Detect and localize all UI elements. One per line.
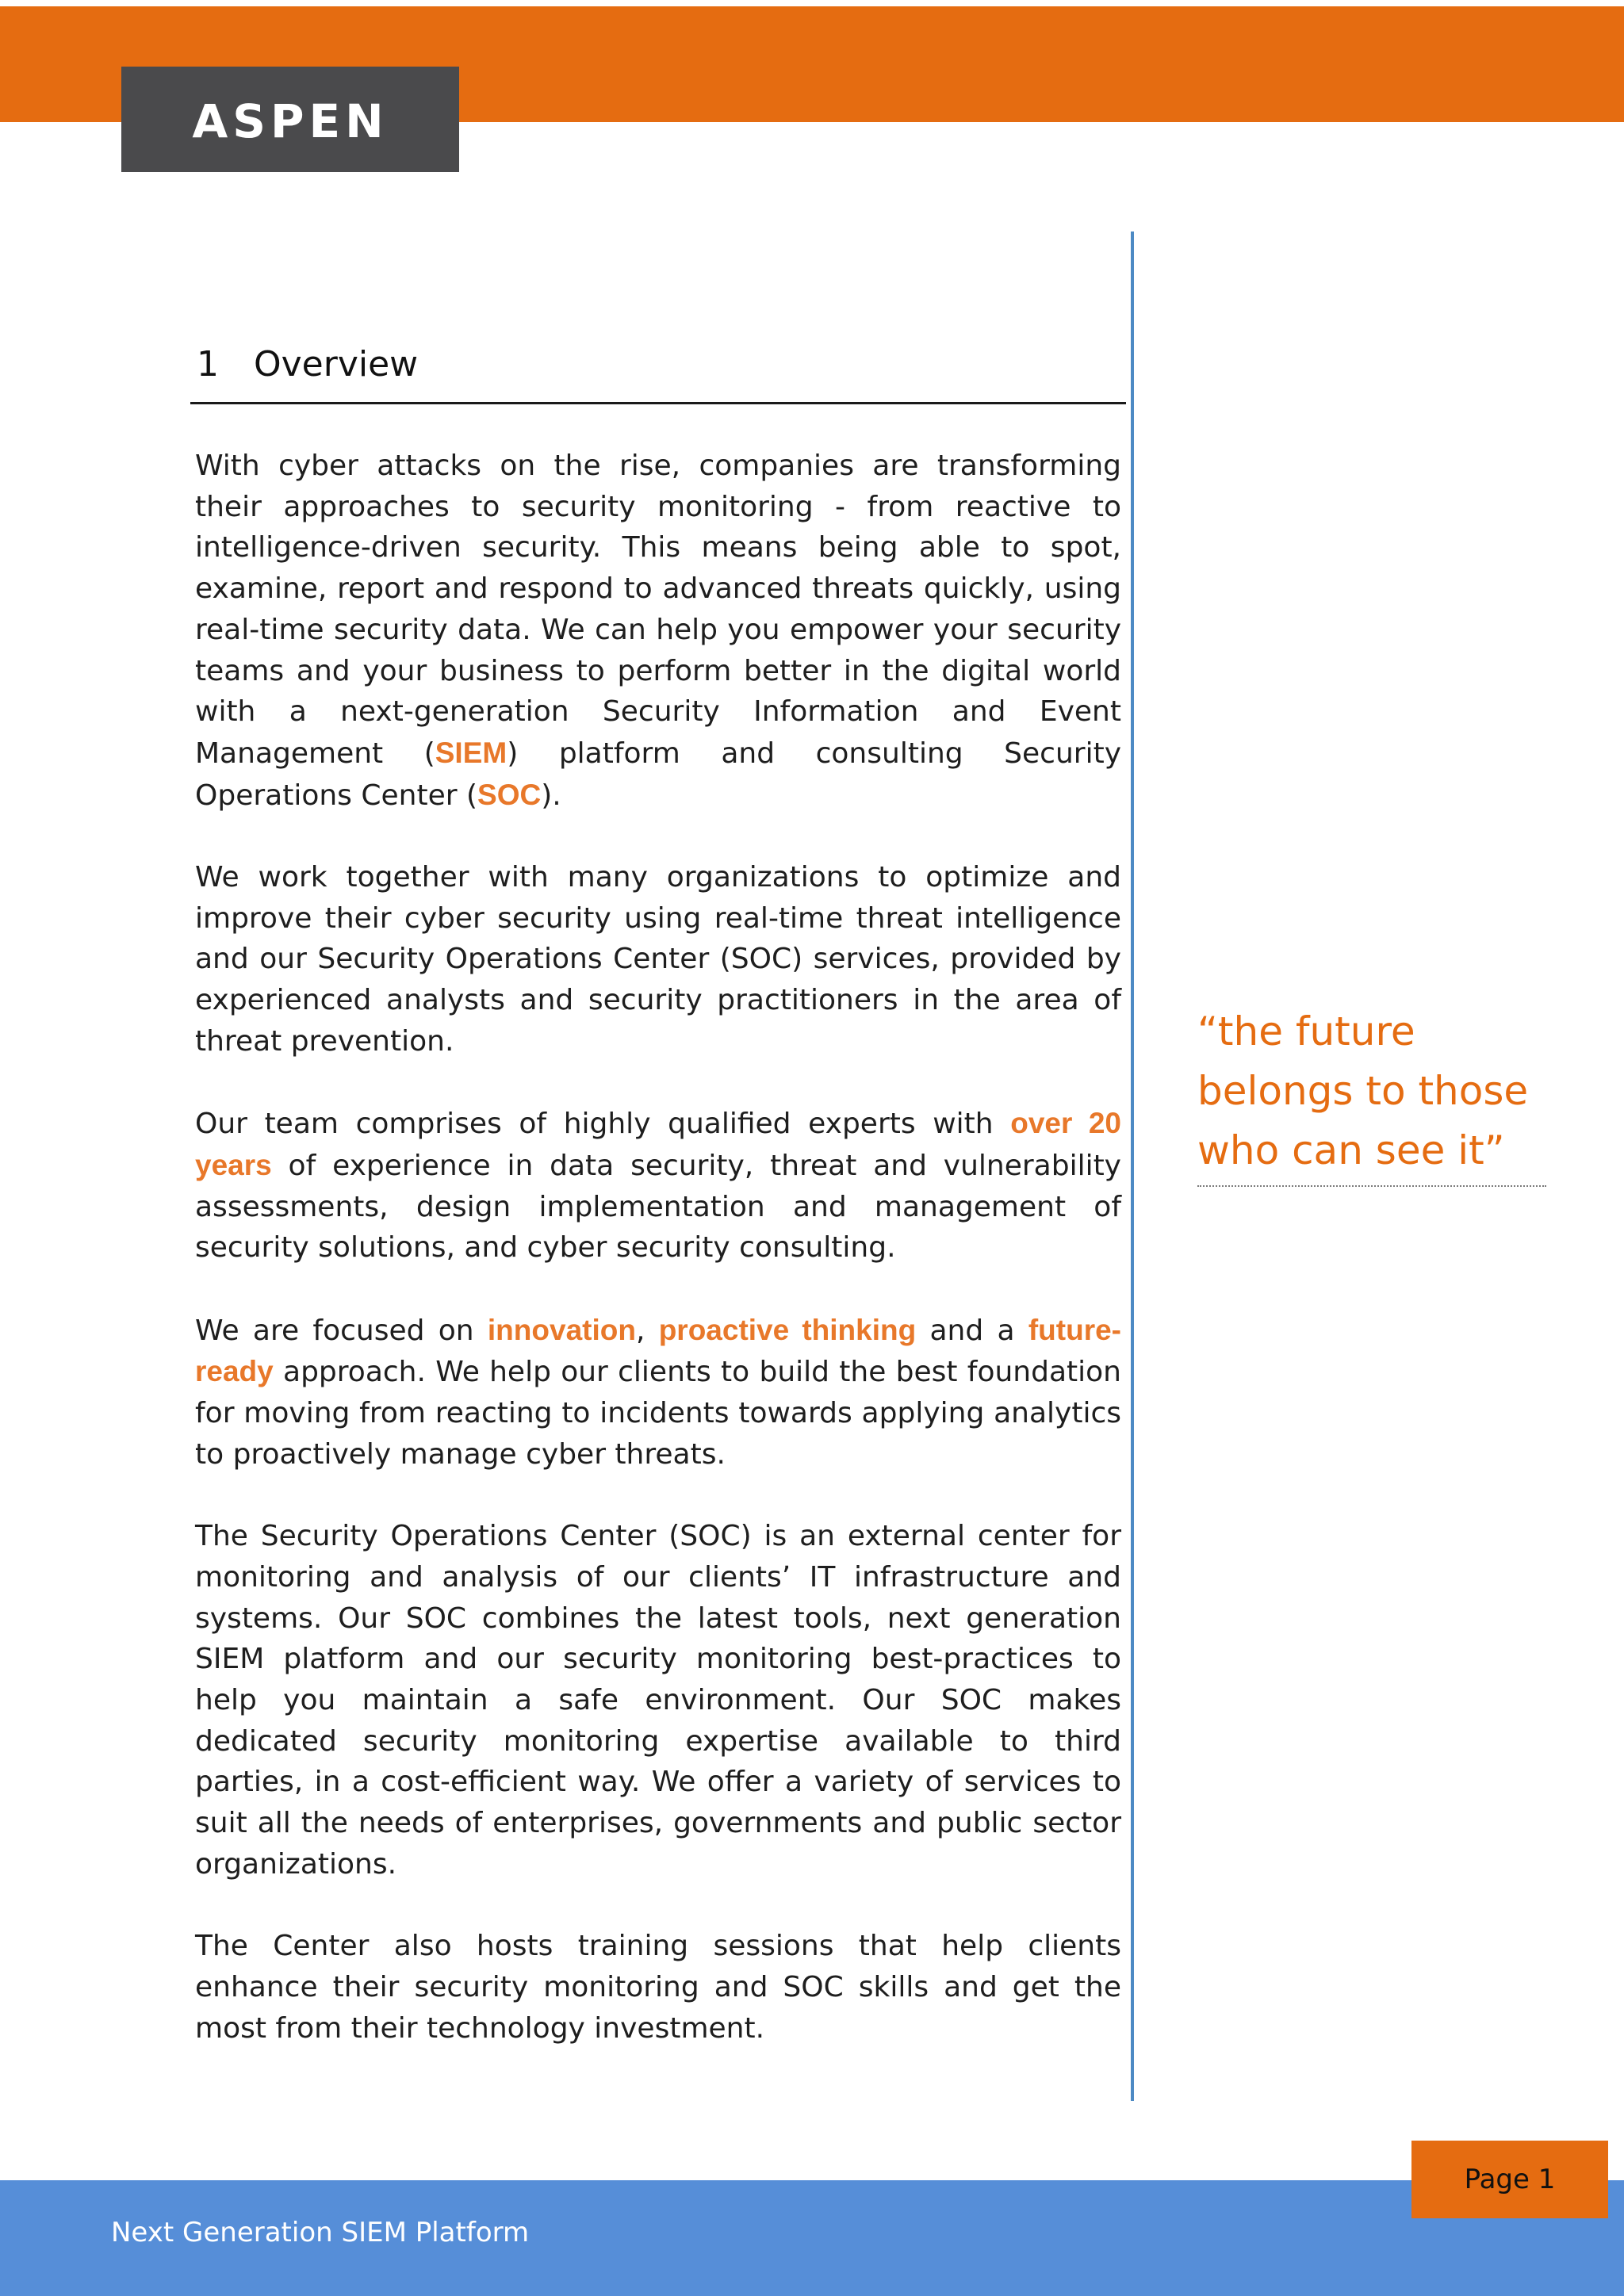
section-heading <box>197 339 418 390</box>
pull-quote-rule <box>1197 1185 1546 1187</box>
page-number: Page 1 <box>1464 2164 1556 2195</box>
innovation-highlight: innovation <box>487 1313 636 1346</box>
column-divider <box>1131 232 1134 2101</box>
paragraph-focus-text-2: and a <box>916 1314 1028 1347</box>
paragraph-focus-comma: , <box>635 1314 659 1347</box>
paragraph-team-text-2: of experience in data security, threat and vulnerability assessments, design implementation and management of security solutions, and cyber security consulting. <box>195 1149 1121 1265</box>
paragraph-focus <box>195 1310 1121 1475</box>
experience-highlight: over 20 years <box>195 1107 1121 1181</box>
paragraph-intro-text-3: ). <box>541 779 561 812</box>
paragraph-intro-text-2: ) platform and consulting Security Operations Center ( <box>195 737 1121 812</box>
footer-product-name: Next Generation SIEM Platform <box>111 2217 530 2248</box>
overview-body <box>195 446 1121 2090</box>
paragraph-focus-text: We are focused on <box>195 1314 488 1347</box>
page-number-badge <box>1411 2141 1608 2218</box>
pull-quote <box>1197 1002 1546 1187</box>
paragraph-team-text: Our team comprises of highly qualified experts with <box>195 1108 1011 1141</box>
section-title: Overview <box>254 344 419 385</box>
section-number: 1 <box>197 344 219 385</box>
paragraph-training: The Center also hosts training sessions that help clients enhance their security monitoring and SOC skills and get the most from their technology investment. <box>195 1930 1121 2045</box>
paragraph-focus-text-3: approach. We help our clients to build the best foundation for moving from reacting to incidents towards applying analytics to proactively manage cyber threats. <box>195 1356 1121 1471</box>
brand-name: ASPEN <box>192 94 389 148</box>
pull-quote-text: “the future belongs to those who can see it” <box>1197 1008 1529 1173</box>
paragraph-intro <box>195 446 1121 816</box>
proactive-thinking-highlight: proactive thinking <box>658 1313 917 1346</box>
future-ready-highlight: future-ready <box>195 1313 1121 1388</box>
heading-underline <box>190 402 1126 404</box>
brand-logo <box>121 67 459 172</box>
paragraph-soc-description: The Security Operations Center (SOC) is an external center for monitoring and analysis of our clients’ IT infrastructure and systems. Our SOC combines the latest tools, next generation SIEM platform and our security monitoring best-practices to help you maintain a safe environment. Our SOC makes dedicated security monitoring expertise available to third parties, in a cost-efficient way. We offer a variety of services to suit all the needs of enterprises, governments and public sector organizations. <box>195 1520 1121 1881</box>
siem-highlight: SIEM <box>435 736 508 769</box>
paragraph-collaboration: We work together with many organizations to optimize and improve their cyber security using real-time threat intelligence and our Security Operations Center (SOC) services, provided by experienced analysts and security practitioners in the area of threat prevention. <box>195 861 1121 1058</box>
paragraph-intro-text: With cyber attacks on the rise, companies are transforming their approaches to security monitoring - from reactive to intelligence-driven security. This means being able to spot, examine, report and respond to advanced threats quickly, using real-time security data. We can help you empower your security teams and your business to perform better in the digital world with a next-generation Security Information and Event Management ( <box>195 450 1121 770</box>
soc-highlight: SOC <box>477 778 542 811</box>
paragraph-team <box>195 1103 1121 1269</box>
